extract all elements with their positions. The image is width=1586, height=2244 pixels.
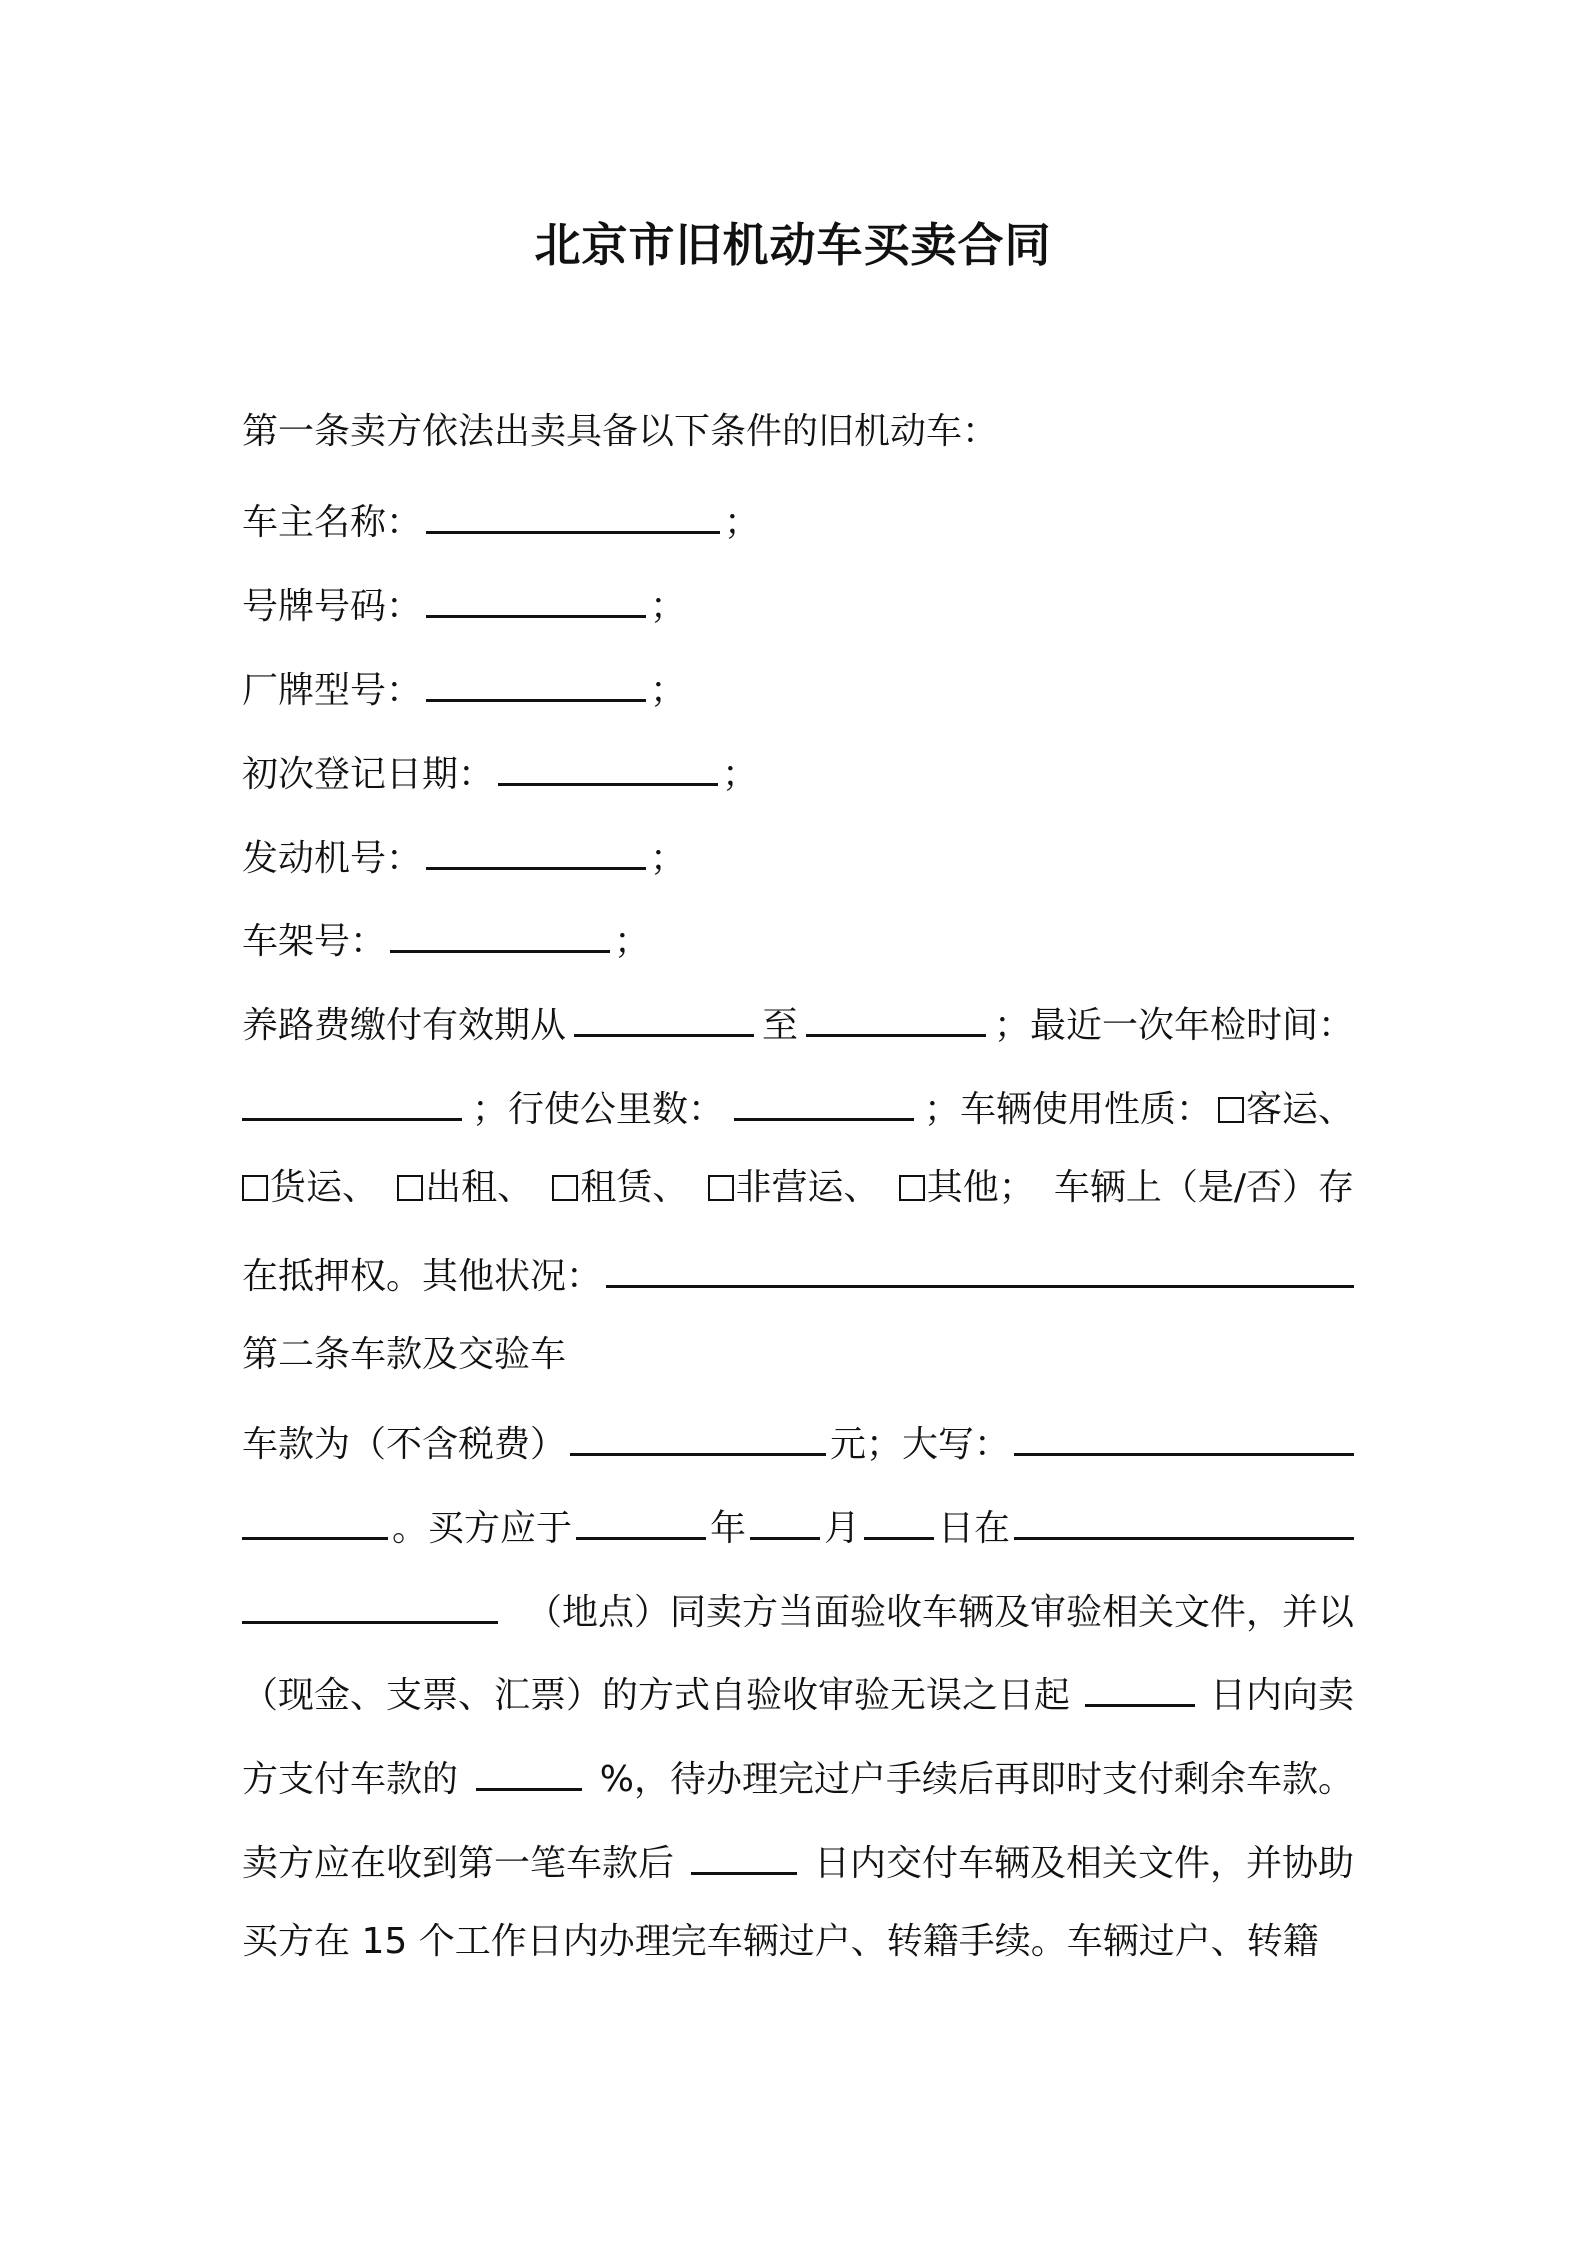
engine-number-row: 发动机号： ；	[242, 823, 1354, 883]
road-fee-from-blank[interactable]	[574, 990, 754, 1037]
article-2-heading: 第二条车款及交验车	[242, 1334, 567, 1375]
other-status-blank[interactable]	[606, 1241, 1354, 1288]
first-registration-blank[interactable]	[498, 739, 718, 786]
checkbox-taxi[interactable]	[397, 1175, 423, 1201]
place-row: （地点）同卖方当面验收车辆及审验相关文件，并以	[242, 1577, 1354, 1637]
owner-name-blank[interactable]	[426, 487, 720, 534]
frame-number-row: 车架号： ；	[242, 906, 1354, 966]
payment-percent-row: 方支付车款的 %，待办理完过户手续后再即时支付剩余车款。	[242, 1744, 1354, 1804]
transfer-row: 买方在 15 个工作日内办理完车辆过户、转籍手续。车辆过户、转籍	[242, 1921, 1319, 1962]
checkbox-other[interactable]	[899, 1175, 925, 1201]
model-blank[interactable]	[426, 655, 646, 702]
engine-number-blank[interactable]	[426, 823, 646, 870]
price-number-blank[interactable]	[570, 1409, 826, 1456]
delivery-days-blank[interactable]	[691, 1828, 797, 1875]
percent-blank[interactable]	[476, 1744, 582, 1791]
place-cont-blank[interactable]	[242, 1577, 498, 1624]
checkbox-lease[interactable]	[552, 1175, 578, 1201]
price-capital-blank[interactable]	[1014, 1409, 1354, 1456]
price-capital-cont-blank[interactable]	[242, 1493, 388, 1540]
delivery-row: 卖方应在收到第一笔车款后 日内交付车辆及相关文件，并协助	[242, 1828, 1354, 1888]
first-registration-row: 初次登记日期： ；	[242, 739, 1354, 799]
plate-number-blank[interactable]	[426, 571, 646, 618]
place-blank[interactable]	[1014, 1493, 1354, 1540]
checkbox-passenger[interactable]	[1218, 1097, 1244, 1123]
other-status-row: 在抵押权。其他状况：	[242, 1241, 1354, 1301]
model-row: 厂牌型号： ；	[242, 655, 1354, 715]
checkbox-non-operating[interactable]	[708, 1175, 734, 1201]
frame-number-blank[interactable]	[390, 906, 610, 953]
road-fee-to-blank[interactable]	[806, 990, 986, 1037]
last-inspection-blank[interactable]	[242, 1074, 462, 1121]
price-row: 车款为（不含税费） 元；大写：	[242, 1409, 1354, 1469]
payment-method-row: （现金、支票、汇票）的方式自验收审验无误之日起 日内向卖	[242, 1660, 1354, 1720]
document-title: 北京市旧机动车买卖合同	[534, 218, 1052, 272]
inspection-date-row: 。买方应于 年 月 日在	[242, 1493, 1354, 1553]
plate-number-row: 号牌号码： ；	[242, 571, 1354, 631]
year-blank[interactable]	[576, 1493, 706, 1540]
checkbox-freight[interactable]	[242, 1175, 268, 1201]
road-fee-row: 养路费缴付有效期从 至 ；最近一次年检时间：	[242, 990, 1354, 1050]
owner-name-row: 车主名称： ；	[242, 487, 1354, 547]
month-blank[interactable]	[750, 1493, 820, 1540]
usage-options-row: 货运、 出租、 租赁、 非营运、 其他； 车辆上（是/否）存	[242, 1158, 1354, 1218]
day-blank[interactable]	[864, 1493, 934, 1540]
days-to-pay-blank[interactable]	[1085, 1660, 1195, 1707]
article-1-heading: 第一条卖方依法出卖具备以下条件的旧机动车：	[242, 411, 999, 452]
mileage-blank[interactable]	[734, 1074, 914, 1121]
mileage-row: ；行使公里数： ；车辆使用性质： 客运、	[242, 1074, 1354, 1134]
